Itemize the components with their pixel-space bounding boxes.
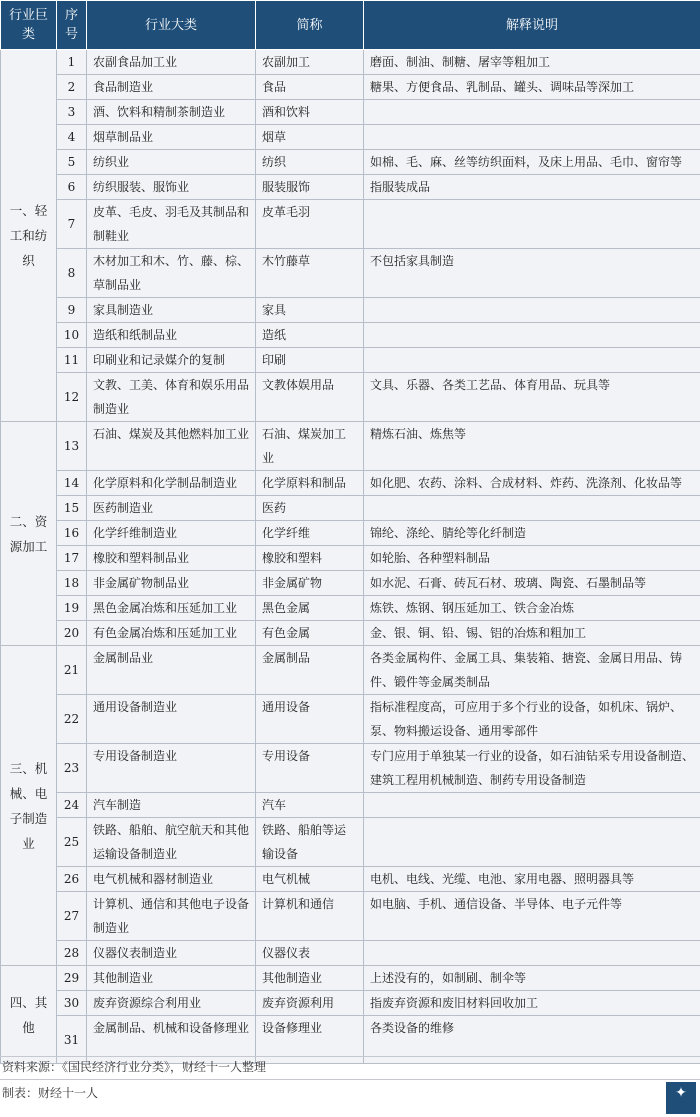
- table-row: [1, 100, 700, 125]
- description: 如轮胎、各种塑料制品: [364, 546, 700, 571]
- table-row: [1, 867, 700, 892]
- table-row: [1, 150, 700, 175]
- sector-name: 计算机、通信和其他电子设备制造业: [87, 892, 256, 941]
- row-number: 11: [57, 348, 87, 373]
- table-maker: 制表：财经十一人: [2, 1086, 99, 1100]
- table-row: [1, 298, 700, 323]
- table-row: [1, 596, 700, 621]
- row-number: 1: [57, 50, 87, 75]
- short-name: 造纸: [256, 323, 364, 348]
- header-sector: 行业大类: [87, 1, 256, 50]
- table-row: [1, 695, 700, 744]
- table-row: [1, 521, 700, 546]
- sector-name: 化学纤维制造业: [87, 521, 256, 546]
- short-name: 食品: [256, 75, 364, 100]
- table-row: [1, 793, 700, 818]
- category-cell: [1, 646, 57, 966]
- row-number: 2: [57, 75, 87, 100]
- table-row: [1, 991, 700, 1016]
- table-row: [1, 200, 700, 249]
- description: [364, 200, 700, 249]
- table-row: [1, 571, 700, 596]
- description: [364, 348, 700, 373]
- row-number: 13: [57, 422, 87, 471]
- row-number: 23: [57, 744, 87, 793]
- short-name: 有色金属: [256, 621, 364, 646]
- sector-name: 医药制造业: [87, 496, 256, 521]
- table-row: [1, 818, 700, 867]
- description: 各类设备的维修: [364, 1016, 700, 1064]
- description: 锦纶、涤纶、腈纶等化纤制造: [364, 521, 700, 546]
- row-number: 19: [57, 596, 87, 621]
- category-label: 一、轻工和纺织: [9, 203, 48, 268]
- category-cell: [1, 50, 57, 422]
- description: 金、银、铜、铅、锡、铝的冶炼和粗加工: [364, 621, 700, 646]
- row-number: 8: [57, 249, 87, 298]
- description: 精炼石油、炼焦等: [364, 422, 700, 471]
- sector-name: 黑色金属冶炼和压延加工业: [87, 596, 256, 621]
- short-name: 纺织: [256, 150, 364, 175]
- table-row: [1, 125, 700, 150]
- sector-name: 铁路、船舶、航空航天和其他运输设备制造业: [87, 818, 256, 867]
- short-name: 化学原料和制品: [256, 471, 364, 496]
- table-row: [1, 496, 700, 521]
- short-name: 石油、煤炭加工业: [256, 422, 364, 471]
- description: [364, 793, 700, 818]
- description: [364, 100, 700, 125]
- short-name: 烟草: [256, 125, 364, 150]
- table-body: [1, 50, 700, 1064]
- description: 各类金属构件、金属工具、集装箱、搪瓷、金属日用品、铸件、锻件等金属类制品: [364, 646, 700, 695]
- row-number: 10: [57, 323, 87, 348]
- sector-name: 金属制品、机械和设备修理业: [87, 1016, 256, 1064]
- table-row: [1, 471, 700, 496]
- category-cell: [1, 966, 57, 1064]
- short-name: 农副加工: [256, 50, 364, 75]
- table-row: [1, 249, 700, 298]
- sector-name: 烟草制品业: [87, 125, 256, 150]
- table-row: [1, 892, 700, 941]
- description: [364, 941, 700, 966]
- description: 上述没有的，如制刷、制伞等: [364, 966, 700, 991]
- table-row: [1, 175, 700, 200]
- description: 磨面、制油、制糖、屠宰等粗加工: [364, 50, 700, 75]
- short-name: 服装服饰: [256, 175, 364, 200]
- description: 指标准程度高，可应用于多个行业的设备，如机床、锅炉、泵、物料搬运设备、通用零部件: [364, 695, 700, 744]
- description: [364, 818, 700, 867]
- short-name: 仪器仪表: [256, 941, 364, 966]
- table-row: [1, 50, 700, 75]
- sector-name: 非金属矿物制品业: [87, 571, 256, 596]
- sector-name: 汽车制造: [87, 793, 256, 818]
- row-number: 12: [57, 373, 87, 422]
- description: 指服装成品: [364, 175, 700, 200]
- row-number: 30: [57, 991, 87, 1016]
- row-number: 5: [57, 150, 87, 175]
- table-row: [1, 744, 700, 793]
- short-name: 通用设备: [256, 695, 364, 744]
- footer-divider-bottom: [0, 1079, 700, 1080]
- sector-name: 仪器仪表制造业: [87, 941, 256, 966]
- sector-name: 纺织业: [87, 150, 256, 175]
- row-number: 9: [57, 298, 87, 323]
- description: 如化肥、农药、涂料、合成材料、炸药、洗涤剂、化妆品等: [364, 471, 700, 496]
- table-row: [1, 373, 700, 422]
- description: 指废弃资源和废旧材料回收加工: [364, 991, 700, 1016]
- description: [364, 298, 700, 323]
- short-name: 废弃资源利用: [256, 991, 364, 1016]
- short-name: 电气机械: [256, 867, 364, 892]
- row-number: 22: [57, 695, 87, 744]
- row-number: 16: [57, 521, 87, 546]
- sector-name: 印刷业和记录媒介的复制: [87, 348, 256, 373]
- short-name: 皮革毛羽: [256, 200, 364, 249]
- header-category: 行业巨类: [1, 1, 57, 50]
- header-description: 解释说明: [364, 1, 700, 50]
- sector-name: 文教、工美、体育和娱乐用品制造业: [87, 373, 256, 422]
- sector-name: 木材加工和木、竹、藤、棕、草制品业: [87, 249, 256, 298]
- row-number: 25: [57, 818, 87, 867]
- table-row: [1, 966, 700, 991]
- row-number: 18: [57, 571, 87, 596]
- row-number: 3: [57, 100, 87, 125]
- short-name: 酒和饮料: [256, 100, 364, 125]
- sector-name: 金属制品业: [87, 646, 256, 695]
- short-name: 铁路、船舶等运输设备: [256, 818, 364, 867]
- sector-name: 纺织服装、服饰业: [87, 175, 256, 200]
- footer-divider-top: [0, 1056, 700, 1057]
- description: 文具、乐器、各类工艺品、体育用品、玩具等: [364, 373, 700, 422]
- sector-name: 石油、煤炭及其他燃料加工业: [87, 422, 256, 471]
- short-name: 木竹藤草: [256, 249, 364, 298]
- table-row: [1, 75, 700, 100]
- short-name: 医药: [256, 496, 364, 521]
- sector-name: 农副食品加工业: [87, 50, 256, 75]
- table-row: [1, 348, 700, 373]
- sector-name: 酒、饮料和精制茶制造业: [87, 100, 256, 125]
- description: [364, 323, 700, 348]
- sector-name: 化学原料和化学制品制造业: [87, 471, 256, 496]
- description: 糖果、方便食品、乳制品、罐头、调味品等深加工: [364, 75, 700, 100]
- brand-logo: [666, 1082, 696, 1114]
- category-label: 四、其他: [9, 994, 48, 1035]
- row-number: 4: [57, 125, 87, 150]
- row-number: 6: [57, 175, 87, 200]
- row-number: 17: [57, 546, 87, 571]
- table-row: [1, 941, 700, 966]
- short-name: 印刷: [256, 348, 364, 373]
- row-number: 21: [57, 646, 87, 695]
- header-number: 序号: [57, 1, 87, 50]
- sector-name: 专用设备制造业: [87, 744, 256, 793]
- short-name: 专用设备: [256, 744, 364, 793]
- header-short-name: 简称: [256, 1, 364, 50]
- short-name: 金属制品: [256, 646, 364, 695]
- row-number: 15: [57, 496, 87, 521]
- header-row: [1, 1, 700, 50]
- short-name: 汽车: [256, 793, 364, 818]
- short-name: 文教体娱用品: [256, 373, 364, 422]
- table-row: [1, 422, 700, 471]
- description: [364, 125, 700, 150]
- row-number: 26: [57, 867, 87, 892]
- row-number: 24: [57, 793, 87, 818]
- sector-name: 废弃资源综合利用业: [87, 991, 256, 1016]
- sector-name: 其他制造业: [87, 966, 256, 991]
- category-label: 三、机械、电子制造业: [9, 760, 48, 851]
- description: 炼铁、炼钢、钢压延加工、铁合金冶炼: [364, 596, 700, 621]
- description: [364, 496, 700, 521]
- short-name: 其他制造业: [256, 966, 364, 991]
- row-number: 31: [57, 1016, 87, 1064]
- description: 电机、电线、光缆、电池、家用电器、照明器具等: [364, 867, 700, 892]
- sector-name: 通用设备制造业: [87, 695, 256, 744]
- sector-name: 有色金属冶炼和压延加工业: [87, 621, 256, 646]
- short-name: 设备修理业: [256, 1016, 364, 1064]
- table-row: [1, 323, 700, 348]
- short-name: 非金属矿物: [256, 571, 364, 596]
- short-name: 计算机和通信: [256, 892, 364, 941]
- description: 如水泥、石膏、砖瓦石材、玻璃、陶瓷、石墨制品等: [364, 571, 700, 596]
- row-number: 27: [57, 892, 87, 941]
- row-number: 7: [57, 200, 87, 249]
- short-name: 黑色金属: [256, 596, 364, 621]
- table-row: [1, 546, 700, 571]
- sector-name: 橡胶和塑料制品业: [87, 546, 256, 571]
- description: 专门应用于单独某一行业的设备，如石油钻采专用设备制造、建筑工程用机械制造、制药专用设备制造: [364, 744, 700, 793]
- row-number: 28: [57, 941, 87, 966]
- table-row: [1, 646, 700, 695]
- sector-name: 皮革、毛皮、羽毛及其制品和制鞋业: [87, 200, 256, 249]
- sector-name: 食品制造业: [87, 75, 256, 100]
- description: 不包括家具制造: [364, 249, 700, 298]
- row-number: 14: [57, 471, 87, 496]
- row-number: 20: [57, 621, 87, 646]
- table-row: [1, 621, 700, 646]
- category-label: 二、资源加工: [9, 513, 48, 554]
- brand-logo-mark: ✦: [675, 1085, 687, 1101]
- category-cell: [1, 422, 57, 646]
- description: 如棉、毛、麻、丝等纺织面料，及床上用品、毛巾、窗帘等: [364, 150, 700, 175]
- short-name: 橡胶和塑料: [256, 546, 364, 571]
- source-note: 资料来源：《国民经济行业分类》，财经十一人整理: [2, 1060, 267, 1074]
- description: 如电脑、手机、通信设备、半导体、电子元件等: [364, 892, 700, 941]
- sector-name: 造纸和纸制品业: [87, 323, 256, 348]
- short-name: 家具: [256, 298, 364, 323]
- short-name: 化学纤维: [256, 521, 364, 546]
- sector-name: 电气机械和器材制造业: [87, 867, 256, 892]
- sector-name: 家具制造业: [87, 298, 256, 323]
- row-number: 29: [57, 966, 87, 991]
